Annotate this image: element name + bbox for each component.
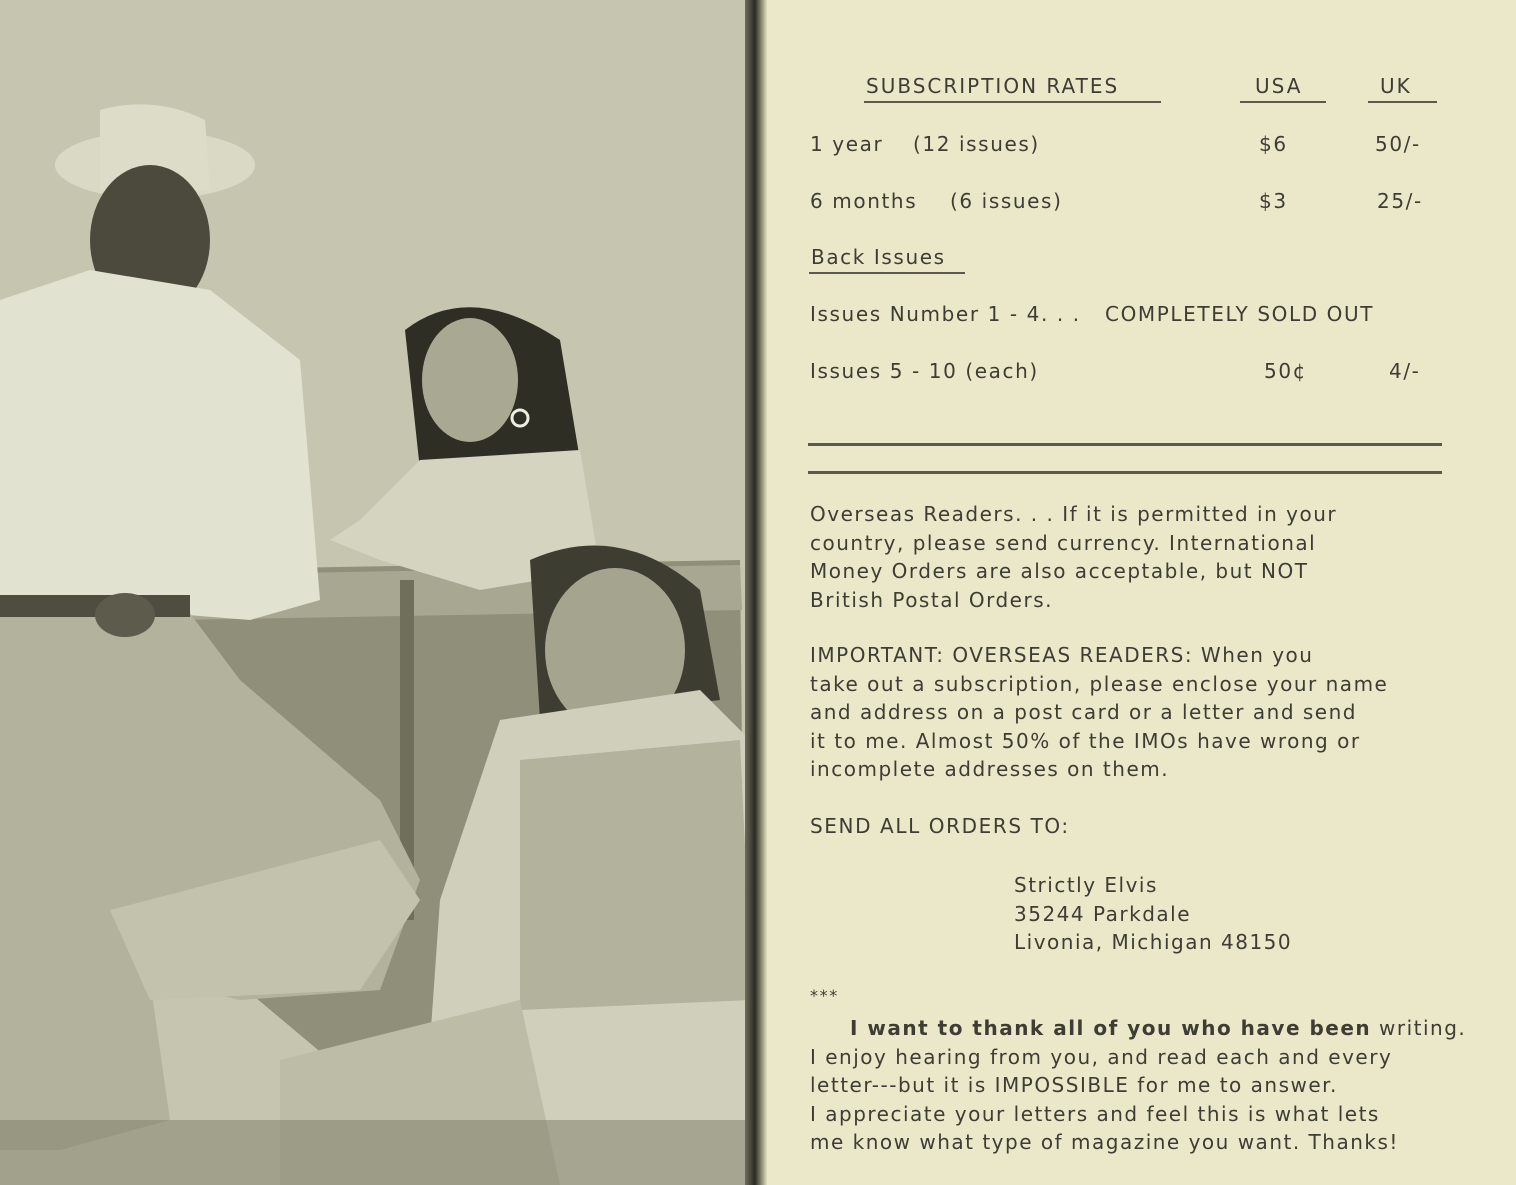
address-line: Livonia, Michigan 48150 (1014, 930, 1293, 955)
photograph (0, 0, 752, 1185)
paragraph-line: letter---but it is IMPOSSIBLE for me to answer. (810, 1073, 1338, 1098)
closing-paragraph (810, 1014, 1466, 1157)
important-paragraph (810, 641, 1388, 784)
paragraph-line: take out a subscription, please enclose your name (810, 671, 1389, 696)
paragraph-line: it to me. Almost 50% of the IMOs have wrong or (810, 728, 1361, 753)
uk-underline (1368, 101, 1437, 103)
orders-header: SEND ALL ORDERS TO: (810, 814, 1070, 838)
paragraph-line: me know what type of magazine you want. Thanks! (810, 1130, 1399, 1155)
back-issues-underline (809, 272, 965, 274)
paragraph-line: I enjoy hearing from you, and read each and every (810, 1044, 1393, 1069)
paragraph-line: incomplete addresses on them. (810, 757, 1170, 782)
photo-page (0, 0, 752, 1185)
overseas-paragraph (810, 500, 1337, 614)
mailing-address (1014, 871, 1292, 957)
rate-row-usa: $6 (1259, 132, 1288, 156)
paragraph-line: Money Orders are also acceptable, but NOT (810, 559, 1309, 584)
text-page (767, 0, 1516, 1185)
rate-row-issues: (6 issues) (950, 189, 1063, 213)
subscription-rates-underline (864, 101, 1161, 103)
paragraph-line (810, 1014, 1466, 1043)
rate-row-usa: $3 (1259, 189, 1288, 213)
subscription-rates-header: SUBSCRIPTION RATES (866, 74, 1120, 98)
rate-row-issues: (12 issues) (913, 132, 1040, 156)
back-issue-row-uk: 4/- (1389, 359, 1421, 383)
back-issue-row-label: Issues 5 - 10 (each) (810, 359, 1039, 383)
paragraph-line: British Postal Orders. (810, 587, 1053, 612)
closing-first-line-rest: writing. (1371, 1016, 1467, 1040)
rate-row-label: 6 months (810, 189, 918, 213)
uk-column-header: UK (1380, 74, 1412, 98)
rate-row-uk: 50/- (1375, 132, 1421, 156)
book-spine (745, 0, 767, 1185)
usa-underline (1240, 101, 1326, 103)
sold-out-status: COMPLETELY SOLD OUT (1105, 302, 1375, 326)
address-line: 35244 Parkdale (1014, 901, 1192, 926)
back-issues-header: Back Issues (811, 245, 946, 269)
paragraph-line: IMPORTANT: OVERSEAS READERS: When you (810, 643, 1314, 667)
closing-bold-text: I want to thank all of you who have been (850, 1016, 1372, 1040)
paragraph-line: I appreciate your letters and feel this is what lets (810, 1101, 1380, 1126)
rate-row-label: 1 year (810, 132, 884, 156)
section-stars: *** (810, 986, 839, 1005)
paragraph-line: Overseas Readers. . . If it is permitted in your (810, 502, 1338, 526)
rate-row-uk: 25/- (1377, 189, 1423, 213)
usa-column-header: USA (1255, 74, 1303, 98)
paragraph-line: country, please send currency. International (810, 530, 1317, 555)
separator-rule-bottom (808, 471, 1442, 474)
separator-rule-top (808, 443, 1442, 446)
sold-out-label: Issues Number 1 - 4. . . (810, 302, 1081, 326)
back-issue-row-usa: 50¢ (1264, 359, 1307, 383)
address-line: Strictly Elvis (1014, 873, 1158, 897)
paragraph-line: and address on a post card or a letter and send (810, 700, 1357, 725)
